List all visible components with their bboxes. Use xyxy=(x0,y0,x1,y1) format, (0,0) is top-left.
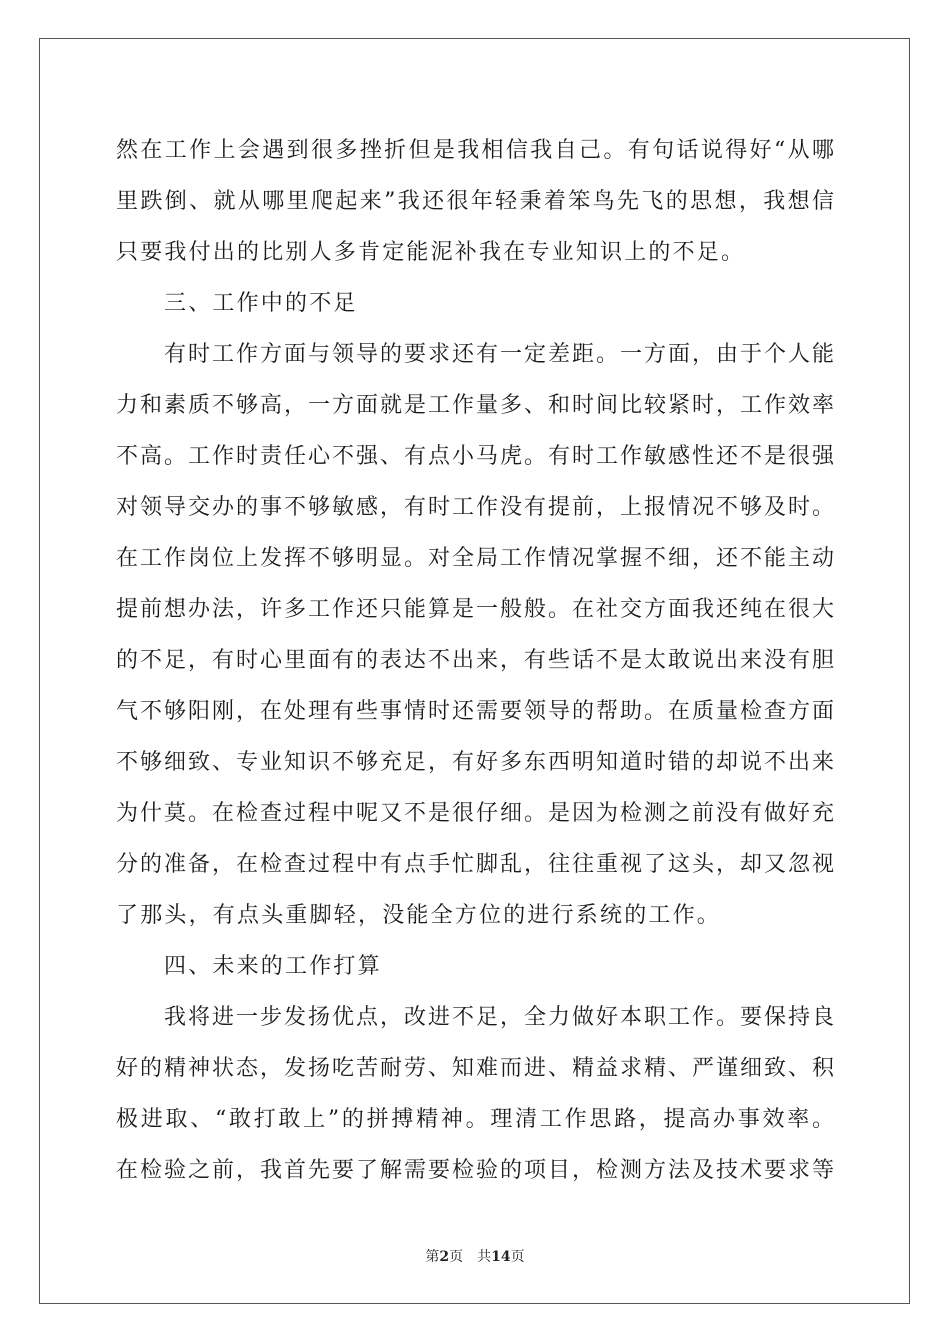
text-line: 在工作岗位上发挥不够明显。对全局工作情况掌握不细，还不能主动 xyxy=(116,546,834,571)
text-line: 不高。工作时责任心不强、有点小马虎。有时工作敏感性还不是很强 xyxy=(116,444,834,469)
section-heading: 三、工作中的不足 xyxy=(164,291,358,316)
text-line: 为什莫。在检查过程中呢又不是很仔细。是因为检测之前没有做好充 xyxy=(116,801,834,826)
footer-total-suffix: 页 xyxy=(510,1249,525,1265)
text-line: 分的准备，在检查过程中有点手忙脚乱，往往重视了这头，却又忽视 xyxy=(116,852,834,877)
footer-page-suffix: 页 xyxy=(449,1249,464,1265)
footer-total-pages: 14 xyxy=(491,1249,511,1265)
text-line: 力和素质不够高，一方面就是工作量多、和时间比较紧时，工作效率 xyxy=(116,393,834,418)
text-line: 在检验之前，我首先要了解需要检验的项目，检测方法及技术要求等 xyxy=(116,1158,834,1183)
text-line: 然在工作上会遇到很多挫折但是我相信我自己。有句话说得好“从哪 xyxy=(116,138,834,163)
document-body xyxy=(116,125,834,1196)
text-line: 只要我付出的比别人多肯定能泥补我在专业知识上的不足。 xyxy=(116,240,746,265)
text-line: 极进取、“敢打敢上”的拼搏精神。理清工作思路，提高办事效率。 xyxy=(116,1107,834,1132)
footer-page-prefix: 第 xyxy=(425,1249,440,1265)
footer-page-number: 2 xyxy=(439,1249,450,1265)
text-line: 里跌倒、就从哪里爬起来”我还很年轻秉着笨鸟先飞的思想，我想信 xyxy=(116,189,834,214)
text-line: 对领导交办的事不够敏感，有时工作没有提前，上报情况不够及时。 xyxy=(116,495,834,520)
text-line: 气不够阳刚，在处理有些事情时还需要领导的帮助。在质量检查方面 xyxy=(116,699,834,724)
page-footer xyxy=(0,1246,950,1266)
text-line: 我将进一步发扬优点，改进不足，全力做好本职工作。要保持良 xyxy=(164,1005,834,1030)
text-line: 有时工作方面与领导的要求还有一定差距。一方面，由于个人能 xyxy=(164,342,834,367)
text-line: 提前想办法，许多工作还只能算是一般般。在社交方面我还纯在很大 xyxy=(116,597,834,622)
text-line: 的不足，有时心里面有的表达不出来，有些话不是太敢说出来没有胆 xyxy=(116,648,834,673)
text-line: 了那头，有点头重脚轻，没能全方位的进行系统的工作。 xyxy=(116,903,722,928)
section-heading: 四、未来的工作打算 xyxy=(164,954,382,979)
text-line: 不够细致、专业知识不够充足，有好多东西明知道时错的却说不出来 xyxy=(116,750,834,775)
footer-total-prefix: 共 xyxy=(477,1249,492,1265)
text-line: 好的精神状态，发扬吃苦耐劳、知难而进、精益求精、严谨细致、积 xyxy=(116,1056,834,1081)
